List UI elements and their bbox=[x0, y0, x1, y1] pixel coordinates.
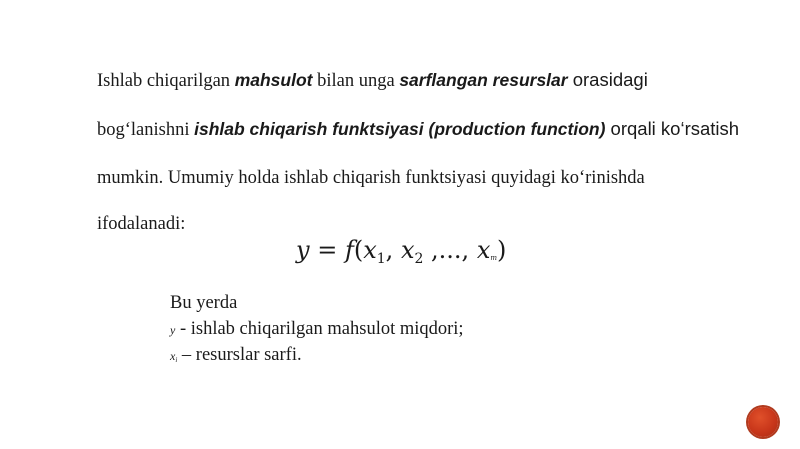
formula-open-paren: ( bbox=[353, 236, 364, 264]
text-segment: bilan unga bbox=[312, 71, 400, 91]
formula-x2-subscript: 2 bbox=[414, 251, 424, 267]
term-production-function: ishlab chiqarish funktsiyasi (production function) bbox=[194, 119, 606, 139]
legend-x-definition bbox=[170, 344, 302, 371]
term-sarflangan-resurslar: sarflangan resurslar bbox=[399, 70, 568, 90]
next-slide-circle-icon[interactable] bbox=[748, 407, 778, 437]
legend-y-text: - ishlab chiqarilgan mahsulot miqdori; bbox=[175, 319, 464, 339]
paragraph-line-4: ifodalanadi: bbox=[97, 214, 186, 234]
formula-xm: x bbox=[476, 236, 491, 264]
formula-y: y bbox=[296, 236, 310, 264]
text-segment: Ishlab chiqarilgan bbox=[97, 71, 235, 91]
legend-x-subscript: i bbox=[175, 356, 178, 364]
legend-x-text: – resurslar sarfi. bbox=[177, 345, 302, 365]
formula-equals: = bbox=[309, 236, 345, 264]
formula-f: f bbox=[344, 236, 354, 264]
term-mahsulot: mahsulot bbox=[234, 70, 313, 90]
legend-y-symbol: y bbox=[170, 323, 176, 337]
legend-intro: Bu yerda bbox=[170, 293, 238, 313]
formula-x1: x bbox=[363, 236, 377, 264]
paragraph-line-1 bbox=[97, 69, 767, 92]
legend-y-definition bbox=[170, 318, 464, 341]
formula-xm-subscript: m bbox=[490, 254, 497, 262]
formula-x2: x bbox=[400, 236, 415, 264]
legend-x-letter: x bbox=[170, 349, 176, 363]
production-function-formula bbox=[296, 232, 506, 268]
formula-comma: , bbox=[385, 236, 401, 264]
text-segment: bog‘lanishni bbox=[97, 120, 195, 140]
text-segment: orqali ko‘rsatish bbox=[605, 118, 740, 139]
paragraph-line-3: mumkin. Umumiy holda ishlab chiqarish funktsiyasi quyidagi ko‘rinishda bbox=[97, 168, 645, 188]
formula-ellipsis: ,..., bbox=[423, 236, 477, 264]
text-segment: orasidagi bbox=[567, 69, 648, 90]
paragraph-line-2 bbox=[97, 118, 767, 141]
formula-close-paren: ) bbox=[497, 236, 507, 264]
formula-x1-subscript: 1 bbox=[376, 251, 386, 267]
